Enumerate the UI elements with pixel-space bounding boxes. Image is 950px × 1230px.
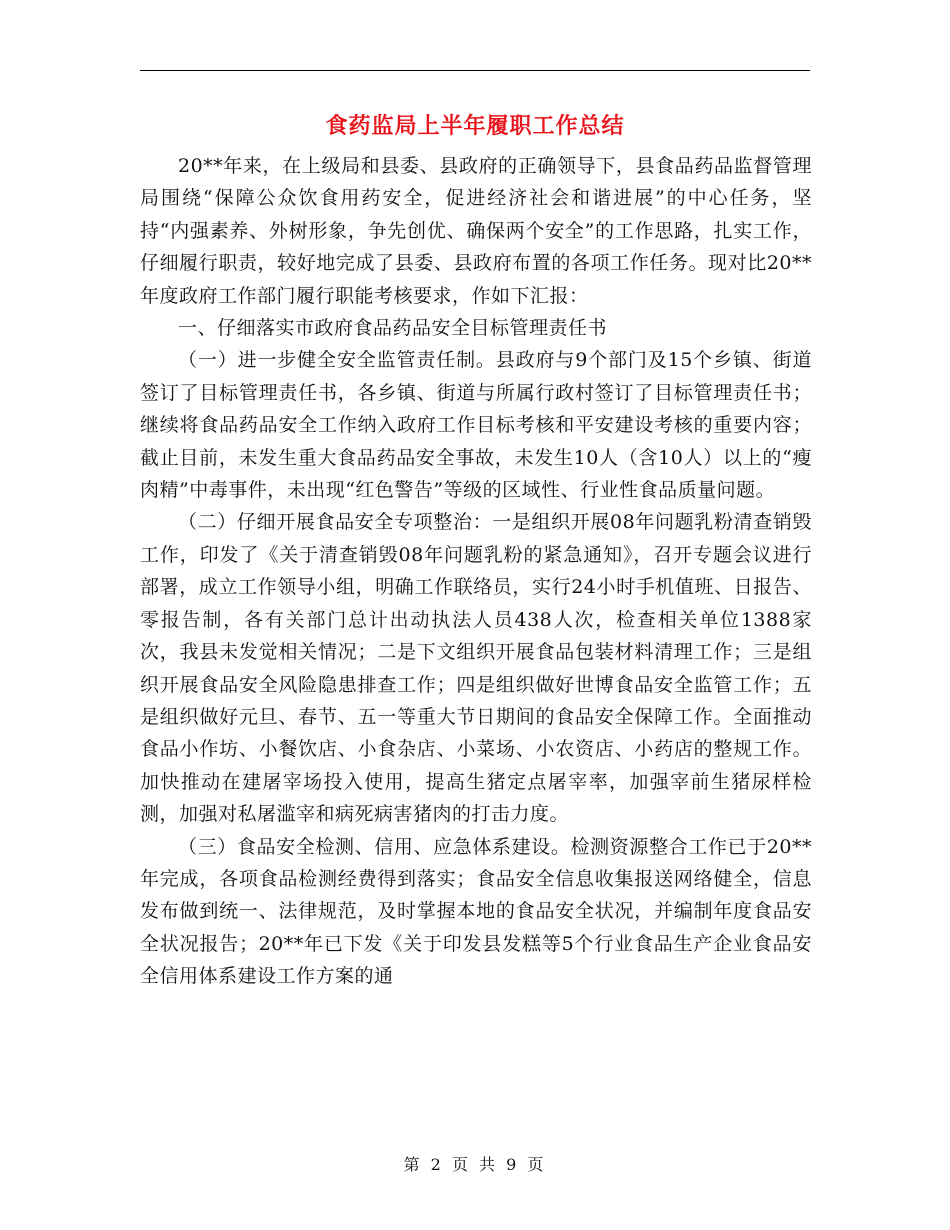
paragraph-1-2: （二）仔细开展食品安全专项整治：一是组织开展08年问题乳粉清查销毁工作，印发了《关于清查销毁08年问题乳粉的紧急通知》，召开专题会议进行部署，成立工作领导小组，明确工作联络员，实行24小时手机值班、日报告、零报告制，各有关部门总计出动执法人员438人次，检查相关单位1388家次，我县未发觉相关情况；二是下文组织开展食品包装材料清理工作；三是组织开展食品安全风险隐患排查工作；四是组织做好世博食品安全监管工作；五是组织做好元旦、春节、五一等重大节日期间的食品安全保障工作。全面推动食品小作坊、小餐饮店、小食杂店、小菜场、小农资店、小药店的整规工作。加快推动在建屠宰场投入使用，提高生猪定点屠宰率，加强宰前生猪尿样检测，加强对私屠滥宰和病死病害猪肉的打击力度。 — [140, 511, 812, 826]
page-number-footer: 第 2 页 共 9 页 — [403, 1155, 547, 1174]
paragraph-1-3: （三）食品安全检测、信用、应急体系建设。检测资源整合工作已于20**年完成，各项食品检测经费得到落实；食品安全信息收集报送网络健全，信息发布做到统一、法律规范，及时掌握本地的食品安全状况，并编制年度食品安全状况报告；20**年已下发《关于印发县发糕等5个行业食品生产企业食品安全信用体系建设工作方案的通 — [140, 835, 812, 988]
paragraph-intro: 20**年来，在上级局和县委、县政府的正确领导下，县食品药品监督管理局围绕“保障公众饮食用药安全，促进经济社会和谐进展”的中心任务，坚持“内强素养、外树形象，争先创优、确保两个安全”的工作思路，扎实工作，仔细履行职责，较好地完成了县委、县政府布置的各项工作任务。现对比20**年度政府工作部门履行职能考核要求，作如下汇报： — [140, 155, 812, 307]
document-body — [140, 150, 812, 993]
header-rule — [140, 70, 810, 71]
section-heading-1: 一、仔细落实市政府食品药品安全目标管理责任书 — [178, 317, 608, 340]
document-title: 食药监局上半年履职工作总结 — [325, 113, 625, 139]
paragraph-1-1: （一）进一步健全安全监管责任制。县政府与9个部门及15个乡镇、街道签订了目标管理责任书，各乡镇、街道与所属行政村签订了目标管理责任书；继续将食品药品安全工作纳入政府工作目标考核和平安建设考核的重要内容；截止目前，未发生重大食品药品安全事故，未发生10人（含10人）以上的“瘦肉精”中毒事件，未出现“红色警告”等级的区域性、行业性食品质量问题。 — [140, 349, 812, 502]
